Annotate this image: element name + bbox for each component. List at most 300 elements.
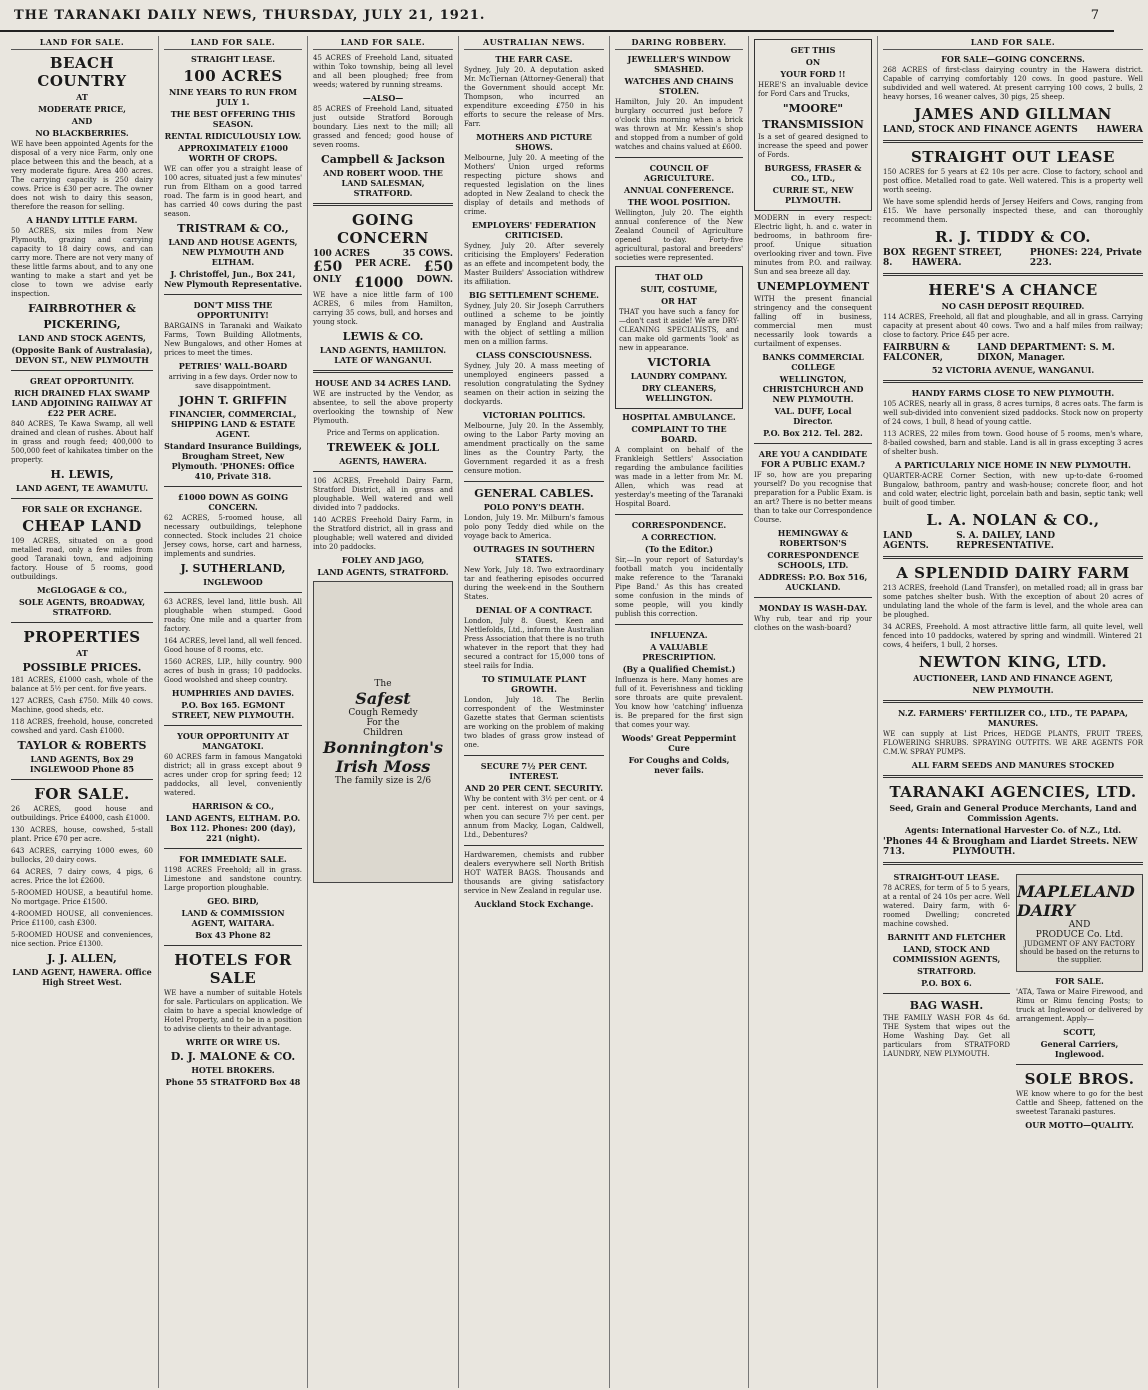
ad-body: IF so, how are you preparing yourself? Do you recognise that preparation for a Public Exam. is an art? There is no better means than to take our Correspondence Course. [754, 471, 872, 524]
ad-subhead: DON'T MISS THE OPPORTUNITY! [193, 300, 273, 320]
article-body: London, July 8. Guest, Keen and Nettlefolds, Ltd., inform the Australian Press Association that there is no truth whatever in the report that they had secured a contract for 15,000 tons of steel rails for India. [464, 617, 604, 670]
ad-line: ON [805, 57, 821, 67]
ad-subhead: AND 20 PER CENT. SECURITY. [464, 783, 603, 793]
listing: 164 ACRES, level land, all well fenced. Good house of 8 rooms, etc. [164, 637, 302, 654]
divider [313, 370, 453, 373]
agent-box: BOX 8. [883, 248, 906, 268]
agent-name: HARRISON & CO., [191, 801, 275, 811]
ad-subhead: Woods' Great Peppermint Cure [621, 733, 737, 753]
agent-name: J. SUTHERLAND, [180, 562, 286, 575]
section-title: INFLUENZA. [650, 630, 708, 640]
gc-per: PER ACRE. [355, 259, 411, 269]
ad-body: WE have a nice little farm of 100 ACRES, 6 miles from Hamilton, carrying 35 cows, bull, and horses and young stock. [313, 291, 453, 326]
article-headline: A CORRECTION. [641, 532, 717, 542]
bottom-split [883, 870, 1143, 1132]
ad-subhead: HANDY FARMS CLOSE TO NEW PLYMOUTH. [911, 388, 1115, 398]
article-headline: COMPLAINT TO THE BOARD. [631, 424, 727, 444]
agent-address: 52 VICTORIA AVENUE, WANGANUI. [931, 365, 1095, 375]
divider [883, 273, 1143, 276]
agent-sub: WELLINGTON, CHRISTCHURCH AND NEW PLYMOUTH. [762, 374, 864, 404]
ad-subhead: GREAT OPPORTUNITY. [30, 376, 134, 386]
listing: 64 ACRES, 7 dairy cows, 4 pigs, 6 acres. Price the lot £2600. [11, 868, 153, 885]
divider [164, 294, 302, 295]
ad-brand: VICTORIA [647, 356, 711, 369]
divider [164, 945, 302, 946]
ad-headline: HOTELS FOR SALE [174, 951, 292, 987]
article-body: Sir,—In your report of Saturday's football match you incidentally make reference to the 'Taranaki Pipe Band.' As this has created some confusion in the minds of some people, will you kindly publish this correction. [615, 556, 743, 618]
ad-subhead: STRAIGHT LEASE. [190, 54, 276, 64]
agent-name: NEWTON KING, LTD. [918, 653, 1108, 671]
ad-body: 'ATA, Tawa or Maire Firewood, and Rimu or Rimu fencing Posts; to truck at Inglewood or delivered by arrangement. Apply— [1016, 988, 1143, 1023]
ad-subhead: FOR SALE OR EXCHANGE. [21, 504, 143, 514]
agent-sub: LAND AND HOUSE AGENTS, NEW PLYMOUTH AND ELTHAM. [168, 237, 298, 267]
ad-subline: OUR MOTTO—QUALITY. [1025, 1120, 1134, 1130]
ad-subhead: MONDAY IS WASH-DAY. [758, 603, 868, 613]
article-sub: (By a Qualified Chemist.) [622, 664, 736, 674]
article-sub: (To the Editor.) [644, 544, 714, 554]
agent-address: P.O. Box 165. EGMONT STREET, NEW PLYMOUTH. [171, 700, 295, 720]
divider [164, 486, 302, 487]
ad-brand: Irish Moss [335, 756, 431, 776]
listing: 26 ACRES, good house and outbuildings. Price £4000, cash £1000. [11, 805, 153, 822]
ad-headline: CHEAP LAND [22, 517, 142, 535]
divider [615, 157, 743, 158]
article-headline: JEWELLER'S WINDOW SMASHED. [627, 54, 731, 74]
ad-line: The [374, 678, 392, 689]
agent-address: ADDRESS: P.O. Box 516, AUCKLAND. [758, 572, 868, 592]
ad-subline: AT [76, 92, 88, 102]
agent-name: Campbell & Jackson [320, 153, 446, 166]
agent-row [883, 248, 1143, 268]
listing: 113 ACRES, 22 miles from town. Good house of 5 rooms, men's whare, 8-bailed cowshed, barn and stable. Land is all in grass excepting 3 acres of shelter bush. [883, 430, 1143, 456]
article-body: Sydney, July 20. After severely criticising the Employers' Federation as an effete and incompetent body, the Master Builders' Association withdrew its affiliation. [464, 242, 604, 286]
agent-name: SCOTT, [1063, 1027, 1096, 1037]
ad-subline: For Coughs and Colds, never fails. [628, 755, 730, 775]
section-header: DARING ROBBERY. [615, 36, 743, 50]
ad-headline: HERE'S A CHANCE [928, 281, 1098, 299]
agent-name: LEWIS & CO. [342, 330, 424, 343]
ad-line: GET THIS [790, 45, 836, 55]
agent-sub: SOLE AGENTS, BROADWAY, STRATFORD. [19, 597, 145, 617]
ad-subhead: FOR SALE—GOING CONCERNS. [941, 54, 1085, 64]
ad-subhead: FOR SALE. [1055, 976, 1104, 986]
column-3 [308, 36, 459, 1388]
agent-name: PICKERING, [43, 318, 121, 331]
ad-brand: "MOORE" [782, 102, 844, 115]
agent-name: TRISTRAM & CO., [177, 222, 289, 235]
bottom-right [1016, 870, 1143, 1132]
section-header: LAND FOR SALE. [164, 36, 302, 50]
agent-name: FOLEY AND JAGO, [341, 555, 425, 565]
agent-name: HUMPHRIES AND DAVIES. [171, 688, 295, 698]
column-2 [159, 36, 308, 1388]
agent-name: JAMES AND GILLMAN [914, 105, 1112, 123]
agent-phone: 'Phones 44 & 713. [883, 837, 950, 857]
ad-body: MODERN in every respect: Electric light, h. and c. water in bedrooms, in bathroom fire-proof. Unique situation overlooking river and town. Five minutes from P.O. and railway. Sun and sea breeze all day. [754, 214, 872, 276]
ad-subhead: SECURE 7½ PER CENT. INTEREST. [480, 761, 588, 781]
article-headline: EMPLOYERS' FEDERATION CRITICISED. [471, 220, 597, 240]
section-header: LAND FOR SALE. [313, 36, 453, 50]
irish-moss-ad [313, 581, 453, 883]
masthead-title: THE TARANAKI DAILY NEWS, THURSDAY, JULY 21, 1921. [14, 7, 486, 23]
ad-line: AND [1068, 920, 1091, 930]
ad-line: PRODUCE Co. Ltd. [1035, 930, 1124, 940]
agent-name: HEMINGWAY & ROBERTSON'S [777, 528, 849, 548]
agent-sub: VAL. DUFF, Local Director. [774, 406, 852, 426]
going-concern-row [313, 275, 453, 291]
listing: 105 ACRES, nearly all in grass, 8 acres turnips, 8 acres oats. The farm is well sub-divided into convenient sized paddocks. Stock now on property of 24 cows, 1 bull, 8 head of young cattle. [883, 400, 1143, 426]
section-title: CORRESPONDENCE. [631, 520, 727, 530]
gc-down-amount: £1000 [354, 275, 404, 291]
listing: 5-ROOMED HOUSE, a beautiful home. No mortgage. Price £1500. [11, 889, 153, 906]
agent-name: L. A. NOLAN & CO., [926, 511, 1100, 529]
agent-sub: LAND, STOCK AND COMMISSION AGENTS, [892, 944, 1001, 964]
ad-body: We have some splendid herds of Jersey Heifers and Cows, ranging from £15. We have personally inspected these, and can thoroughly recommend them. [883, 198, 1143, 224]
ad-body: 78 ACRES, for term of 5 to 5 years, at a rental of 24 10s per acre. Well watered. Dairy farm, with 6-roomed Dwelling; concreted machine cowshed. [883, 884, 1010, 928]
agent-sub: LAND AGENTS. [883, 531, 929, 551]
article-body: Hamilton, July 20. An impudent burglary occurred just before 7 o'clock this morning when a brick was thrown at Mr. Kessin's shop and stopped from a number of gold watches and chains valued at £600. [615, 98, 743, 151]
agent-address: J. Christoffel, Jun., Box 241, New Plymouth Representative. [164, 269, 302, 289]
article-body: London, July 18. The Berlin correspondent of the Westminster Gazette states that German scientists are working on the problem of making two blades of grass grow instead of one. [464, 696, 604, 749]
ad-subhead: STRAIGHT-OUT LEASE. [893, 872, 1000, 882]
ad-brand: MAPLELAND DAIRY [1017, 882, 1135, 920]
agent-sub: LAND & COMMISSION AGENT, WAITARA. [181, 908, 285, 928]
column-5 [610, 36, 749, 1388]
agent-address: Brougham and Liardet Streets. NEW PLYMOUTH. [952, 837, 1138, 857]
agent-address: (Opposite Bank of Australasia), DEVON ST., NEW PLYMOUTH [11, 345, 153, 365]
ad-line: Children [363, 727, 403, 738]
ad-body: 114 ACRES, Freehold, all flat and ploughable, and all in grass. Carrying capacity at present about 40 cows. Two and a half miles from railway; close to factory. Price £45 per acre. [883, 313, 1143, 339]
agent-name: TREWEEK & JOLL [326, 441, 440, 454]
ad-subline: MODERATE PRICE, [38, 104, 126, 114]
divider [754, 443, 872, 444]
divider [754, 597, 872, 598]
ad-line: SUIT, COSTUME, [640, 284, 718, 294]
agent-sub: LAND AGENTS, STRATFORD. [317, 567, 449, 577]
column-6 [749, 36, 878, 1388]
article-body: Influenza is here. Many homes are full of it. Feverishness and tickling sore throats are quite prevalent. You know how 'catching' influenza is. Be prepared for the first sign that comes your way. [615, 676, 743, 729]
ad-body: Price and Terms on application. [326, 429, 440, 437]
listing: 63 ACRES, level land, little bush. All ploughable when stumped. Good roads; One mile and a quarter from factory. [164, 598, 302, 633]
ad-body: Why be content with 3½ per cent. or 4 per cent. interest on your savings, when you can secure 7½ per cent. per annum from Macky, Logan, Caldwell, Ltd., Debentures? [464, 795, 604, 839]
divider [883, 140, 1143, 143]
gc-down: DOWN. [416, 275, 453, 285]
going-concern-row [313, 249, 453, 259]
ad-subhead: A PARTICULARLY NICE HOME IN NEW PLYMOUTH. [895, 460, 1131, 470]
agent-row [883, 343, 1143, 363]
ad-body: 109 ACRES, situated on a good metalled road, only a few miles from good Taranaki town, and adjoining factory. House of 5 rooms, good outbuildings. [11, 537, 153, 581]
ad-headline: PROPERTIES [23, 628, 141, 646]
divider [883, 380, 1143, 383]
listing: 1560 ACRES, LIP., hilly country. 900 acres of bush in grass; 10 paddocks. Good woolshed and sheep country. [164, 658, 302, 684]
moore-transmission-ad [754, 39, 872, 211]
ad-headline: UNEMPLOYMENT [756, 280, 870, 293]
ad-subline: APPROXIMATELY £1000 WORTH OF CROPS. [178, 143, 288, 163]
listing: 213 ACRES, freehold (Land Transfer), on metalled road; all in grass bar some patches shelter bush. With the exception of about 20 acres of undulating land the whole of the farm is level, and the whole area can be ploughed. [883, 584, 1143, 619]
ad-headline: FOR SALE. [34, 785, 130, 803]
agent-name: McGLOGAGE & CO., [36, 585, 128, 595]
agent-name: H. LEWIS, [50, 468, 114, 481]
ad-subhead: £1000 DOWN AS GOING CONCERN. [177, 492, 289, 512]
section-title: HOSPITAL AMBULANCE. [622, 412, 736, 422]
article-headline: THE WOOL POSITION. [627, 197, 731, 207]
ad-body: 50 ACRES, six miles from New Plymouth, grazing and carrying capacity to 18 dairy cows, and can carry more. There are not very many of these little farms about, and to any one wanting to make a start and yet be close to town we advise early inspection. [11, 227, 153, 298]
listing: 34 ACRES, Freehold. A most attractive little farm, all quite level, well fenced into 10 paddocks, watered by spring and windmill. Wintered 21 cows, 4 heifers, 1 bull, 2 horses. [883, 623, 1143, 649]
article-headline: MOTHERS AND PICTURE SHOWS. [476, 132, 592, 152]
divider [11, 779, 153, 780]
article-body: Sydney, July 20. Sir Joseph Carruthers outlined a scheme to be jointly managed by England and Australia with the object of settling a million men on a million farms. [464, 302, 604, 346]
article-body: Melbourne, July 20. A meeting of the Mothers' Union urged reforms respecting picture shows and requested legislation on the lines adopted in New Zealand to check the display of details and methods of crime. [464, 154, 604, 216]
ad-subline: ALL FARM SEEDS AND MANURES STOCKED [911, 760, 1115, 770]
agent-name: FAIRBURN & FALCONER, [883, 343, 950, 363]
ad-line: LAUNDRY COMPANY. [630, 371, 728, 381]
agent-town: HAWERA [1096, 125, 1143, 135]
ad-body: HERE'S an invaluable device for Ford Cars and Trucks, [758, 81, 868, 98]
agent-sub: CORRESPONDENCE SCHOOLS, LTD. [767, 550, 859, 570]
agent-row [883, 125, 1143, 135]
divider [11, 622, 153, 623]
agent-name: BANKS COMMERCIAL COLLEGE [762, 352, 864, 372]
divider [883, 993, 1010, 994]
article-body: Sydney, July 20. A mass meeting of unemployed engineers passed a resolution congratulating the Sydney seamen on their action in seizing the dockyards. [464, 362, 604, 406]
ad-body: WE know where to go for the best Cattle and Sheep, fattened on the sweetest Taranaki pastures. [1016, 1090, 1143, 1116]
agent-rep: S. A. DAILEY, LAND REPRESENTATIVE. [956, 531, 1056, 551]
ad-line: Cough Remedy [348, 707, 418, 718]
ad-line: DRY CLEANERS, WELLINGTON. [641, 383, 717, 403]
ad-line: Safest [355, 688, 411, 708]
gc-price: £50 [423, 259, 453, 275]
section-title: COUNCIL OF AGRICULTURE. [643, 163, 715, 183]
ad-body: THAT you have such a fancy for —don't cast it aside! We are DRY-CLEANING SPECIALISTS, and can make old garments 'look' as new in appearance. [619, 308, 739, 352]
ad-headline: SOLE BROS. [1024, 1070, 1135, 1088]
ad-subline: WRITE OR WIRE US. [185, 1037, 281, 1047]
listing: 643 ACRES, carrying 1000 ewes, 60 bullocks, 20 dairy cows. [11, 847, 153, 864]
agent-sub: AUCTIONEER, LAND AND FINANCE AGENT, [913, 673, 1113, 683]
divider [883, 556, 1143, 559]
article-body: Wellington, July 20. The eighth annual conference of the New Zealand Council of Agriculture opened to-day. Forty-five agricultural, pastoral and breeders' societies were represented. [615, 209, 743, 262]
section-header: AUSTRALIAN NEWS. [464, 36, 604, 50]
article-headline: DENIAL OF A CONTRACT. [475, 605, 593, 615]
going-concern-row [313, 259, 453, 275]
ad-subhead: RICH DRAINED FLAX SWAMP LAND ADJOINING RAILWAY AT £22 PER ACRE. [11, 388, 153, 418]
ad-line: YOUR FORD !! [780, 69, 846, 79]
mapleland-ad [1016, 874, 1143, 972]
agent-name: GEO. BIRD, [207, 896, 259, 906]
ad-headline: BAG WASH. [909, 999, 984, 1012]
agent-sub: General Carriers, Inglewood. [1040, 1039, 1119, 1059]
section-header: LAND FOR SALE. [883, 36, 1143, 50]
ad-subline: RENTAL RIDICULOUSLY LOW. [164, 131, 302, 141]
agent-sub: INGLEWOOD [203, 577, 263, 587]
column-7 [878, 36, 1148, 1388]
ad-body: arriving in a few days. Order now to save disappointment. [168, 373, 298, 390]
agent-name: BARNITT AND FLETCHER [887, 932, 1006, 942]
section-title: GENERAL CABLES. [474, 487, 594, 500]
columns [0, 32, 1143, 1390]
listing: 118 ACRES, freehold, house, concreted cowshed and yard. Cash £1000. [11, 718, 153, 735]
ad-body: Hardwaremen, chemists and rubber dealers everywhere sell North British HOT WATER BAGS. Thousands and thousands are giving satisfactory service in New Zealand in regular use. [464, 851, 604, 895]
agent-sub: Seed, Grain and General Produce Merchants, Land and Commission Agents. [889, 803, 1137, 823]
ad-body: WE are instructed by the Vendor, as absentee, to sell the above property overlooking the township of New Plymouth. [313, 390, 453, 425]
agent-town: NEW PLYMOUTH. [972, 685, 1054, 695]
divider [464, 755, 604, 756]
divider [615, 624, 743, 625]
ad-body: BARGAINS in Taranaki and Waikato Farms, Town Building Allotments, New Bungalows, and other Homes at prices to meet the times. [164, 322, 302, 357]
ad-subline: AND [71, 116, 93, 126]
article-headline: OUTRAGES IN SOUTHERN STATES. [473, 544, 595, 564]
ad-headline: A SPLENDID DAIRY FARM [896, 564, 1130, 582]
ad-headline: 100 ACRES [183, 67, 283, 85]
ad-line: THAT OLD [655, 272, 703, 282]
masthead [0, 0, 1114, 32]
agent-box: P.O. BOX 6. [921, 978, 972, 988]
article-headline: VICTORIAN POLITICS. [482, 410, 586, 420]
listing: 5-ROOMED HOUSE and conveniences, nice section. Price £1300. [11, 931, 153, 948]
agent-town: STRATFORD. [917, 966, 976, 976]
ad-line: For the [366, 717, 400, 728]
gc-price: £50 [313, 259, 343, 275]
agent-sub: LAND AGENTS, Box 29 INGLEWOOD Phone 85 [29, 754, 135, 774]
ad-body: WE can supply at List Prices, HEDGE PLANTS, FRUIT TREES, FLOWERING SHRUBS. SPRAYING OUTFITS. WE ARE AGENTS FOR C.M.W. SPRAY PUMPS. [883, 730, 1143, 756]
ad-subline: NINE YEARS TO RUN FROM JULY 1. [168, 87, 298, 107]
divider [1016, 1064, 1143, 1065]
agent-sub: LAND AGENT, TE AWAMUTU. [15, 483, 149, 493]
agent-address: Phone 55 STRATFORD Box 48 [165, 1077, 301, 1087]
article-headline: POLO PONY'S DEATH. [483, 502, 585, 512]
agent-dept: LAND DEPARTMENT: S. M. DIXON, Manager. [977, 343, 1115, 363]
listing: 140 ACRES Freehold Dairy Farm, in the Stratford district, all in grass and ploughable; well watered and divided into 20 paddocks. [313, 516, 453, 551]
agent-row [883, 837, 1143, 857]
listing: 181 ACRES, £1000 cash, whole of the balance at 5½ per cent. for five years. [11, 676, 153, 693]
agent-address: P.O. Box 212. Tel. 282. [763, 428, 863, 438]
ad-subhead: FOR IMMEDIATE SALE. [179, 854, 287, 864]
divider [464, 845, 604, 846]
divider [11, 370, 153, 371]
divider [164, 848, 302, 849]
ad-body: Why rub, tear and rip your clothes on the wash-board? [754, 615, 872, 632]
ad-headline: POSSIBLE PRICES. [22, 661, 142, 674]
agent-address: Standard Insurance Buildings, Brougham Street, New Plymouth. 'PHONES: Office 410, Private 318. [164, 441, 302, 481]
article-headline: BIG SETTLEMENT SCHEME. [469, 290, 599, 300]
agent-row [883, 531, 1143, 551]
ad-subhead: ARE YOU A CANDIDATE FOR A PUBLIC EXAM.? [758, 449, 868, 469]
gc-acres: 100 ACRES [313, 249, 370, 259]
ad-subline: NO CASH DEPOSIT REQUIRED. [941, 301, 1085, 311]
agent-phone: PHONES: 224, Private 223. [1029, 248, 1142, 268]
agent-sub: LAND AGENT, HAWERA. Office High Street West. [12, 967, 152, 987]
divider [615, 514, 743, 515]
listing: 45 ACRES of Freehold Land, situated within Toko township, being all level and all been ploughed; free from weeds; watered by running streams. [313, 54, 453, 89]
ad-body: WITH the present financial stringency and the consequent falling off in business, commercial men must necessarily look towards a curtailment of expenses. [754, 295, 872, 348]
ad-subline: THE BEST OFFERING THIS SEASON. [170, 109, 296, 129]
agent-sub: FINANCIER, COMMERCIAL, SHIPPING LAND & ESTATE AGENT. [169, 409, 297, 439]
column-4 [459, 36, 610, 1388]
article-headline: Auckland Stock Exchange. [474, 899, 594, 909]
listing: 127 ACRES, Cash £750. Milk 40 cows. Machine, good sheds, etc. [11, 697, 153, 714]
article-body: Melbourne, July 20. In the Assembly, owing to the Labor Party moving an amendment practically on the same lines as the Country Party, the Government regarded it as a fresh censure motion. [464, 422, 604, 475]
ad-body: WE have been appointed Agents for the disposal of a very nice Farm, only one place between this and the beach, at a very moderate figure. Area 400 acres. The carrying capacity is 250 dairy cows. Price is £30 per acre. The owner does not wish to dairy this season, therefore the reason for selling. [11, 140, 153, 211]
agent-address: REGENT STREET, HAWERA. [911, 248, 1003, 268]
agent-name: TAYLOR & ROBERTS [17, 739, 147, 752]
ad-subline: —ALSO— [362, 93, 404, 103]
agent-sub: LAND AND STOCK AGENTS, [18, 333, 146, 343]
article-headline: THE FARR CASE. [495, 54, 573, 64]
listing: 4-ROOMED HOUSE, all conveniences. Price £1100, cash £300. [11, 910, 153, 927]
divider [464, 481, 604, 482]
listing: QUARTER-ACRE Corner Section, with new up-to-date 6-roomed Bungalow, bathroom, pantry and wash-house; concrete floor, and hot and cold water, electric light, porcelain bath and basin, septic tank; well built of good timber. [883, 472, 1143, 507]
article-headline: CLASS CONSCIOUSNESS. [476, 350, 592, 360]
ad-body: 60 ACRES farm in famous Mangatoki district; all in grass except about 9 acres under crop for spring feed; 12 paddocks, all level, conveniently watered. [164, 753, 302, 797]
victoria-laundry-ad [615, 266, 743, 409]
ad-body: 268 ACRES of first-class dairying country in the Hawera district. Capable of carrying comfortably 120 cows. In good pasture. Well subdivided and well watered. At present carrying 100 cows, 2 bulls, 2 heavy horses, 16 weaner calves, 30 pigs, 25 sheep. [883, 66, 1143, 101]
ad-brand: Bonnington's [323, 737, 443, 757]
divider [883, 700, 1143, 703]
ad-body: JUDGMENT OF ANY FACTORY should be based on the returns to the supplier. [1019, 940, 1140, 964]
divider [313, 471, 453, 472]
agent-name: JOHN T. GRIFFIN [179, 394, 287, 407]
agent-address: Box 43 Phone 82 [195, 930, 271, 940]
ad-headline: STRAIGHT OUT LEASE [911, 148, 1115, 166]
ad-body: THE FAMILY WASH FOR 4s 6d. THE System that wipes out the Home Washing Day. Get all particulars from STRATFORD LAUNDRY, NEW PLYMOUTH. [883, 1014, 1010, 1058]
ad-body: 150 ACRES for 5 years at £2 10s per acre. Close to factory, school and post office. Metalled road to gate. Well watered. This is a property well worth seeing. [883, 168, 1143, 194]
listing: 85 ACRES of Freehold Land, situated just outside Stratford Borough boundary. Lies next to the mill; all grassed and fenced; good house of seven rooms. [313, 105, 453, 149]
ad-body: 840 ACRES, Te Kawa Swamp, all well drained and clean of rushes. About half in grass and rough feed; 400,000 to 500,000 feet of kahikatea timber on the property. [11, 420, 153, 464]
divider [313, 203, 453, 206]
agent-name: TARANAKI AGENCIES, LTD. [889, 783, 1137, 801]
article-headline: A VALUABLE PRESCRIPTION. [642, 642, 716, 662]
article-headline: ANNUAL CONFERENCE. [624, 185, 734, 195]
agent-name: R. J. TIDDY & CO. [934, 228, 1092, 246]
divider [164, 592, 302, 593]
divider [164, 725, 302, 726]
agent-sub: AGENTS, HAWERA. [339, 456, 427, 466]
listing: 106 ACRES, Freehold Dairy Farm, Stratford District, all in grass and ploughable. Well watered and well divided into 7 paddocks. [313, 477, 453, 512]
ad-subhead: N.Z. FARMERS' FERTILIZER CO., LTD., TE PAPAPA, MANURES. [898, 708, 1128, 728]
ad-subhead: PETRIES' WALL-BOARD [178, 361, 288, 371]
agent-sub: LAND, STOCK AND FINANCE AGENTS [883, 125, 1078, 135]
ad-body: 1198 ACRES Freehold; all in grass. Limestone and sandstone country. Large proportion ploughable. [164, 866, 302, 892]
listing: 130 ACRES, house, cowshed, 5-stall plant. Price £70 per acre. [11, 826, 153, 843]
agent-name: J. J. ALLEN, [47, 952, 117, 965]
article-body: London, July 19. Mr. Milburn's famous polo pony Teddy died while on the voyage back to America. [464, 514, 604, 540]
ad-body: WE have a number of suitable Hotels for sale. Particulars on application. We claim to have a special knowledge of Hotel Property, and to be in a position to advise clients to their advantage. [164, 989, 302, 1033]
ad-body: Is a set of geared designed to increase the speed and power of Fords. [758, 133, 868, 159]
ad-subline: NO BLACKBERRIES. [35, 128, 129, 138]
ad-headline: BEACH COUNTRY [37, 54, 127, 90]
agent-address: LAND AGENTS, ELTHAM. P.O. Box 112. Phones: 200 (day), 221 (night). [165, 813, 301, 843]
divider [11, 498, 153, 499]
divider [883, 775, 1143, 778]
ad-brand: TRANSMISSION [762, 118, 864, 131]
article-body: Sydney, July 20. A deputation asked Mr. McTiernan (Attorney-General) that the Government should accept Mr. Thompson, who incurred an expenditure exceeding £750 in his efforts to secure the release of Mrs. Farr. [464, 66, 604, 128]
agent-sub: AND ROBERT WOOD. THE LAND SALESMAN, STRATFORD. [323, 168, 443, 198]
ad-subhead: A HANDY LITTLE FARM. [26, 215, 138, 225]
column-1 [6, 36, 159, 1388]
ad-headline: GOING CONCERN [337, 211, 429, 247]
gc-only: ONLY [313, 275, 342, 285]
page-number: 7 [1090, 7, 1100, 23]
agent-sub: LAND AGENTS, HAMILTON. LATE OF WANGANUI. [319, 345, 447, 365]
agent-sub: Agents: International Harvester Co. of N.Z., Ltd. [904, 825, 1122, 835]
ad-line: OR HAT [661, 296, 697, 306]
agent-name: FAIRBROTHER & [28, 302, 136, 315]
agent-name: BURGESS, FRASER & CO., LTD., [764, 163, 862, 183]
agent-name: D. J. MALONE & CO. [170, 1050, 296, 1063]
ad-subline: AT [76, 648, 88, 658]
article-headline: TO STIMULATE PLANT GROWTH. [481, 674, 587, 694]
ad-body: WE can offer you a straight lease of 100 acres, situated just a few minutes' run from Eltham on a good tarred road. The farm is in good heart, and has carried 40 cows during the past season. [164, 165, 302, 218]
gc-cows: 35 COWS. [402, 249, 453, 259]
